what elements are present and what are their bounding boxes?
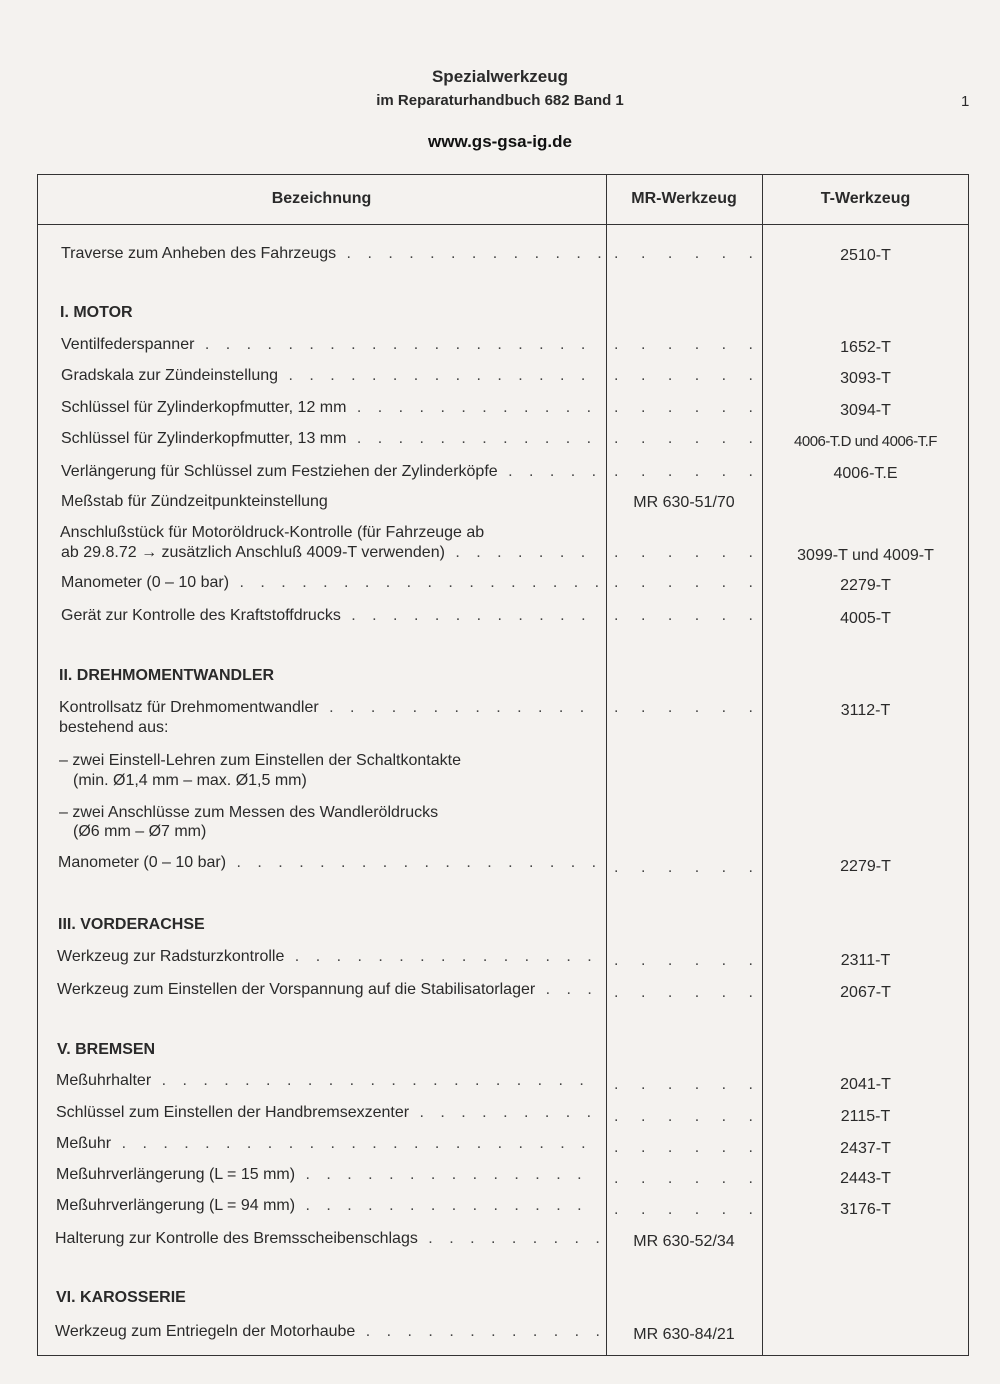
table-row — [0, 244, 1000, 268]
mr-tool: . . . . . . — [614, 1139, 762, 1156]
page-subtitle: im Reparaturhandbuch 682 Band 1 — [376, 92, 624, 109]
mr-tool: . . . . . . — [614, 607, 762, 624]
mr-tool: . . . . . . — [614, 574, 762, 591]
mr-tool: . . . . . . — [614, 952, 762, 969]
tool-description: Schlüssel für Zylinderkopfmutter, 12 mm . . . — [61, 398, 601, 418]
section-title: VI. KAROSSERIE — [56, 1289, 186, 1306]
mr-tool: . . . . . . — [614, 430, 762, 447]
column-header-bezeichnung: Bezeichnung — [271, 190, 372, 207]
t-tool: 2279-T — [840, 858, 891, 875]
tool-description: Meßuhrverlängerung (L = 94 mm) . . . — [56, 1196, 596, 1216]
t-tool: 3093-T — [840, 370, 891, 387]
t-tool: 1652-T — [840, 339, 891, 356]
t-tool: 3094-T — [840, 402, 891, 419]
header-divider — [37, 224, 969, 225]
column-header-t-werkzeug: T-Werkzeug — [820, 190, 911, 207]
tool-description: Meßuhrhalter . . . — [56, 1071, 596, 1091]
mr-tool: . . . . . . — [614, 399, 762, 416]
t-tool: 2041-T — [840, 1076, 891, 1093]
tool-description: Werkzeug zum Entriegeln der Motorhaube . . . — [55, 1322, 600, 1342]
mr-tool: . . . . . . — [614, 336, 762, 353]
table-row — [0, 1229, 1000, 1253]
mr-tool: MR 630-52/34 — [633, 1233, 735, 1250]
t-tool: 2437-T — [840, 1140, 891, 1157]
mr-tool: . . . . . . — [614, 463, 762, 480]
tool-description: Werkzeug zur Radsturzkontrolle . . . — [57, 947, 597, 967]
t-tool: 4006-T.D und 4006-T.F — [794, 433, 937, 450]
tool-description: Meßstab für Zündzeitpunkteinstellung — [61, 493, 328, 510]
tool-description: Gradskala zur Zündeinstellung . . . — [61, 366, 601, 386]
table-row — [0, 335, 1000, 359]
page-title: Spezialwerkzeug — [431, 67, 569, 86]
tool-description: ab 29.8.72 → zusätzlich Anschluß 4009-T verwenden) . . . — [61, 543, 601, 563]
table-row — [0, 462, 1000, 486]
t-tool: 4006-T.E — [833, 465, 898, 482]
table-row — [0, 398, 1000, 422]
tool-description: Manometer (0 – 10 bar) . . . — [58, 853, 598, 873]
mr-tool: MR 630-84/21 — [633, 1326, 735, 1343]
table-row — [0, 1165, 1000, 1189]
t-tool: 2311-T — [840, 952, 891, 969]
mr-tool: . . . . . . — [614, 1076, 762, 1093]
t-tool: 3112-T — [840, 702, 891, 719]
mr-tool: . . . . . . — [614, 984, 762, 1001]
table-row — [0, 1322, 1000, 1346]
section-title: II. DREHMOMENTWANDLER — [59, 667, 275, 684]
tool-description: Manometer (0 – 10 bar) . . . — [61, 573, 601, 593]
table-row — [0, 1103, 1000, 1127]
table-row — [0, 492, 1000, 516]
table-row — [0, 1071, 1000, 1095]
t-tool: 2279-T — [840, 577, 891, 594]
tool-description: Ventilfederspanner . . . — [61, 335, 601, 355]
mr-tool: . . . . . . — [614, 245, 762, 262]
table-row — [0, 429, 1000, 453]
tool-description: Traverse zum Anheben des Fahrzeugs . . . — [61, 244, 601, 264]
section-title: III. VORDERACHSE — [58, 916, 205, 933]
table-row — [0, 1196, 1000, 1220]
tool-description: Werkzeug zum Einstellen der Vorspannung auf die Stabilisatorlager . . . — [57, 980, 597, 1000]
mr-tool: . . . . . . — [614, 367, 762, 384]
tool-description-line: bestehend aus: — [59, 719, 169, 736]
section-title: V. BREMSEN — [57, 1041, 156, 1058]
table-row — [0, 1134, 1000, 1158]
tool-description: Schlüssel für Zylinderkopfmutter, 13 mm . . . — [61, 429, 601, 449]
tool-description-line: Anschlußstück für Motoröldruck-Kontrolle (für Fahrzeuge ab — [60, 524, 485, 541]
mr-tool: . . . . . . — [614, 699, 762, 716]
mr-tool: MR 630-51/70 — [633, 494, 735, 511]
tool-description: Meßuhrverlängerung (L = 15 mm) . . . — [56, 1165, 596, 1185]
mr-tool: . . . . . . — [614, 1201, 762, 1218]
table-row — [0, 980, 1000, 1004]
tool-description-line: (min. Ø1,4 mm – max. Ø1,5 mm) — [73, 772, 307, 789]
t-tool: 3176-T — [840, 1201, 891, 1218]
tool-description: Schlüssel zum Einstellen der Handbremsexzenter . . . — [56, 1103, 596, 1123]
table-row — [0, 573, 1000, 597]
tool-description-line: (Ø6 mm – Ø7 mm) — [73, 823, 207, 840]
tool-description: Gerät zur Kontrolle des Kraftstoffdrucks . . . — [61, 606, 601, 626]
mr-tool: . . . . . . — [614, 544, 762, 561]
tool-description: Meßuhr . . . — [56, 1134, 596, 1154]
tool-description-line: – zwei Einstell-Lehren zum Einstellen der Schaltkontakte — [59, 752, 461, 769]
t-tool: 4005-T — [840, 610, 891, 627]
table-row — [0, 606, 1000, 630]
t-tool: 2067-T — [840, 984, 891, 1001]
t-tool: 2443-T — [840, 1170, 891, 1187]
tool-description: Kontrollsatz für Drehmomentwandler . . . — [59, 698, 599, 718]
column-header-mr-werkzeug: MR-Werkzeug — [631, 190, 737, 207]
table-row — [0, 853, 1000, 877]
website-link[interactable]: www.gs-gsa-ig.de — [428, 132, 572, 151]
tool-description: Halterung zur Kontrolle des Bremsscheibenschlags . . . — [55, 1229, 600, 1249]
t-tool: 2115-T — [840, 1108, 891, 1125]
table-row — [0, 366, 1000, 390]
table-row — [0, 543, 1000, 567]
table-row — [0, 947, 1000, 971]
mr-tool: . . . . . . — [614, 859, 762, 876]
t-tool: 3099-T und 4009-T — [797, 547, 934, 564]
mr-tool: . . . . . . — [614, 1170, 762, 1187]
page-number: 1 — [961, 93, 970, 110]
section-title: I. MOTOR — [60, 304, 133, 321]
t-tool: 2510-T — [840, 247, 891, 264]
mr-tool: . . . . . . — [614, 1108, 762, 1125]
tool-description: Verlängerung für Schlüssel zum Festziehen der Zylinderköpfe . . . — [61, 462, 601, 482]
tool-description-line: – zwei Anschlüsse zum Messen des Wandleröldrucks — [59, 804, 439, 821]
